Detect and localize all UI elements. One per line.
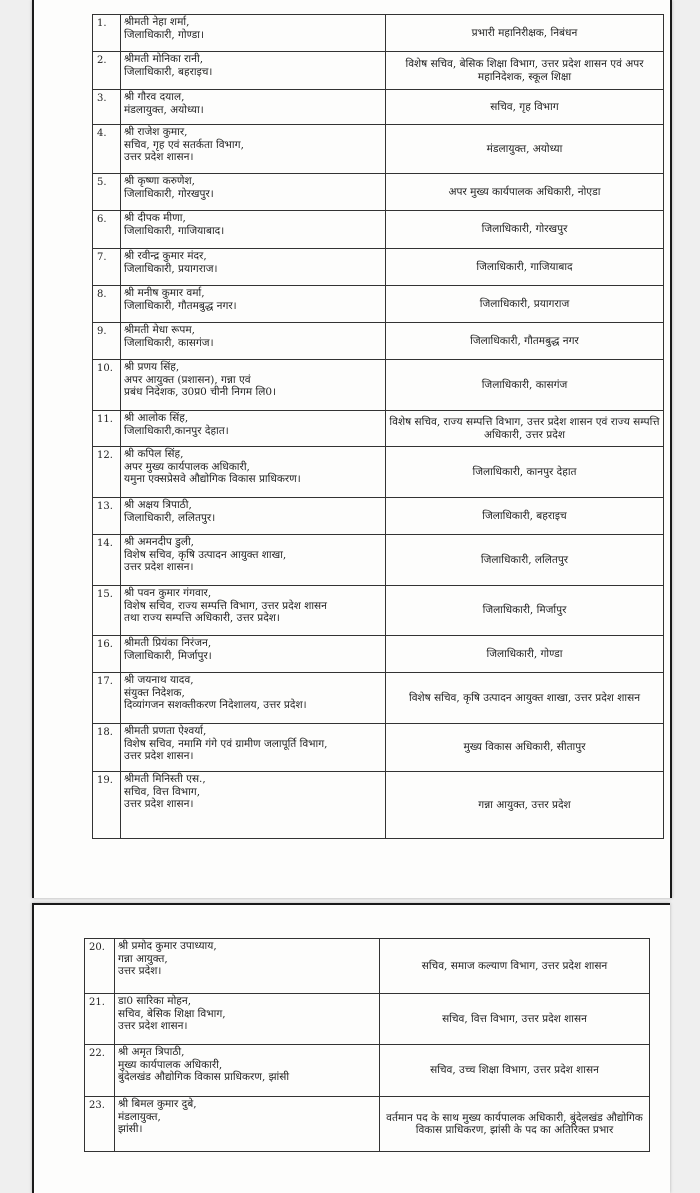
officer-line: श्री कपिल सिंह, [124,448,184,460]
serial-number: 23. [85,1097,115,1152]
table-row [93,249,664,286]
officer-name-and-current-post [121,52,386,90]
new-posting: जिलाधिकारी, बहराइच [386,498,664,535]
new-posting: विशेष सचिव, राज्य सम्पत्ति विभाग, उत्तर प्रदेश शासन एवं राज्य सम्पत्ति अधिकारी, उत्तर प्रदेश [386,411,664,447]
officer-line: संयुक्त निदेशक, [124,686,185,699]
transfer-table-body [93,15,664,839]
officer-line: झांसी। [118,1123,143,1135]
officer-name-and-current-post [121,411,386,447]
table-row [93,174,664,211]
officer-line: उत्तर प्रदेश शासन। [124,151,194,163]
officer-line: गन्ना आयुक्त, [118,952,168,965]
serial-number: 22. [85,1045,115,1097]
table-row [93,360,664,411]
new-posting: प्रभारी महानिरीक्षक, निबंधन [386,15,664,52]
document-page-1 [32,0,672,898]
officer-name-and-current-post [115,939,380,994]
new-posting: सचिव, समाज कल्याण विभाग, उत्तर प्रदेश शासन [380,939,650,994]
table-row [93,498,664,535]
new-posting: वर्तमान पद के साथ मुख्य कार्यपालक अधिकारी, बुंदेलखंड औद्योगिक विकास प्राधिकरण, झांसी के पद का अतिरिक्त प्रभार [380,1097,650,1152]
officer-name-and-current-post [121,211,386,249]
officer-line: श्री जयनाथ यादव, [124,674,194,686]
officer-name-and-current-post [121,724,386,772]
new-posting: मंडलायुक्त, अयोध्या [386,125,664,174]
new-posting: जिलाधिकारी, प्रयागराज [386,286,664,323]
new-posting: मुख्य विकास अधिकारी, सीतापुर [386,724,664,772]
officer-line: श्रीमती प्रणता ऐश्वर्या, [124,725,207,737]
officer-line: दिव्यांगजन सशक्तीकरण निदेशालय, उत्तर प्रदेश। [124,699,307,711]
officer-name-and-current-post [121,90,386,125]
officer-line: श्री कृष्णा करुणेश, [124,175,195,187]
serial-number: 11. [93,411,121,447]
officer-name-and-current-post [121,323,386,360]
officer-line: जिलाधिकारी,कानपुर देहात। [124,424,229,437]
transfer-table-page-1 [92,14,664,839]
serial-number: 6. [93,211,121,249]
officer-line: श्री राजेश कुमार, [124,126,188,138]
officer-line: मंडलायुक्त, अयोध्या। [124,103,204,116]
officer-line: बुंदेलखंड औद्योगिक विकास प्राधिकरण, झांसी [118,1071,290,1083]
officer-line: विशेष सचिव, नमामि गंगे एवं ग्रामीण जलापूर्ति विभाग, [124,737,328,750]
officer-line: श्रीमती मोनिका रानी, [124,53,204,65]
officer-name-and-current-post [121,249,386,286]
table-row [93,286,664,323]
table-row [93,447,664,498]
officer-name-and-current-post [121,125,386,174]
table-row [85,994,650,1045]
officer-line: श्री अमृत त्रिपाठी, [118,1046,185,1058]
officer-line: डा0 सारिका मोहन, [118,995,192,1007]
officer-line: श्री अमनदीप डुली, [124,536,195,548]
table-row [93,211,664,249]
serial-number: 2. [93,52,121,90]
new-posting: सचिव, वित्त विभाग, उत्तर प्रदेश शासन [380,994,650,1045]
new-posting: अपर मुख्य कार्यपालक अधिकारी, नोएडा [386,174,664,211]
officer-line: श्री बिमल कुमार दुबे, [118,1098,197,1110]
table-row [93,636,664,673]
new-posting: जिलाधिकारी, गोरखपुर [386,211,664,249]
officer-line: जिलाधिकारी, ललितपुर। [124,511,216,524]
table-row [93,15,664,52]
officer-line: यमुना एक्सप्रेसवे औद्योगिक विकास प्राधिकरण। [124,473,301,485]
officer-line: अपर आयुक्त (प्रशासन), गन्ना एवं [124,373,251,386]
serial-number: 15. [93,586,121,636]
table-row [93,323,664,360]
transfer-table-page-2 [84,938,650,1152]
officer-line: मुख्य कार्यपालक अधिकारी, [118,1058,223,1071]
officer-name-and-current-post [121,360,386,411]
officer-line: श्री आलोक सिंह, [124,412,189,424]
officer-line: सचिव, वित्त विभाग, [124,785,201,798]
officer-line: श्रीमती नेहा शर्मा, [124,16,190,28]
officer-name-and-current-post [115,994,380,1045]
officer-name-and-current-post [121,586,386,636]
new-posting: जिलाधिकारी, गोण्डा [386,636,664,673]
serial-number: 20. [85,939,115,994]
officer-line: श्रीमती प्रियंका निरंजन, [124,637,212,649]
serial-number: 17. [93,673,121,724]
officer-line: श्रीमती मिनिस्ती एस., [124,773,206,785]
table-row [93,411,664,447]
officer-line: मंडलायुक्त, [118,1110,161,1123]
serial-number: 7. [93,249,121,286]
officer-line: सचिव, बेसिक शिक्षा विभाग, [118,1007,226,1020]
officer-line: श्री मनीष कुमार वर्मा, [124,287,205,299]
officer-line: श्रीमती मेधा रूपम, [124,324,196,336]
serial-number: 8. [93,286,121,323]
officer-name-and-current-post [115,1097,380,1152]
new-posting: जिलाधिकारी, गौतमबुद्ध नगर [386,323,664,360]
new-posting: सचिव, गृह विभाग [386,90,664,125]
officer-line: श्री पवन कुमार गंगवार, [124,587,212,599]
table-row [93,90,664,125]
serial-number: 1. [93,15,121,52]
table-row [93,125,664,174]
officer-name-and-current-post [121,636,386,673]
transfer-table-body [85,939,650,1152]
serial-number: 10. [93,360,121,411]
officer-name-and-current-post [121,535,386,586]
officer-name-and-current-post [121,15,386,52]
serial-number: 12. [93,447,121,498]
officer-line: तथा राज्य सम्पत्ति अधिकारी, उत्तर प्रदेश। [124,612,280,624]
officer-line: श्री दीपक मीणा, [124,212,186,224]
new-posting: विशेष सचिव, बेसिक शिक्षा विभाग, उत्तर प्रदेश शासन एवं अपर महानिदेशक, स्कूल शिक्षा [386,52,664,90]
officer-line: श्री प्रमोद कुमार उपाध्याय, [118,940,217,952]
officer-line: जिलाधिकारी, बहराइच। [124,65,213,78]
officer-line: जिलाधिकारी, मिर्जापुर। [124,649,212,662]
serial-number: 21. [85,994,115,1045]
officer-line: उत्तर प्रदेश शासन। [124,798,194,810]
officer-line: जिलाधिकारी, गोरखपुर। [124,187,214,200]
table-row [85,939,650,994]
new-posting: गन्ना आयुक्त, उत्तर प्रदेश [386,772,664,839]
table-row [93,673,664,724]
table-row [93,586,664,636]
serial-number: 4. [93,125,121,174]
officer-line: विशेष सचिव, कृषि उत्पादन आयुक्त शाखा, [124,548,287,561]
serial-number: 5. [93,174,121,211]
serial-number: 19. [93,772,121,839]
new-posting: जिलाधिकारी, कासगंज [386,360,664,411]
new-posting: विशेष सचिव, कृषि उत्पादन आयुक्त शाखा, उत्तर प्रदेश शासन [386,673,664,724]
officer-line: जिलाधिकारी, प्रयागराज। [124,262,218,275]
serial-number: 13. [93,498,121,535]
new-posting: जिलाधिकारी, ललितपुर [386,535,664,586]
table-row [85,1045,650,1097]
officer-name-and-current-post [115,1045,380,1097]
officer-line: जिलाधिकारी, गौतमबुद्ध नगर। [124,299,237,312]
officer-line: श्री प्रणय सिंह, [124,361,180,373]
new-posting: जिलाधिकारी, कानपुर देहात [386,447,664,498]
officer-line: उत्तर प्रदेश शासन। [124,750,194,762]
officer-name-and-current-post [121,498,386,535]
officer-line: जिलाधिकारी, कासगंज। [124,336,214,349]
officer-name-and-current-post [121,174,386,211]
new-posting: जिलाधिकारी, मिर्जापुर [386,586,664,636]
officer-name-and-current-post [121,772,386,839]
officer-line: उत्तर प्रदेश। [118,965,162,977]
new-posting: जिलाधिकारी, गाजियाबाद [386,249,664,286]
officer-name-and-current-post [121,286,386,323]
serial-number: 3. [93,90,121,125]
officer-line: उत्तर प्रदेश शासन। [118,1020,188,1032]
officer-line: जिलाधिकारी, गोण्डा। [124,28,204,41]
serial-number: 16. [93,636,121,673]
table-row [93,535,664,586]
officer-line: उत्तर प्रदेश शासन। [124,561,194,573]
serial-number: 18. [93,724,121,772]
table-row [93,52,664,90]
officer-line: प्रबंध निदेशक, उ0प्र0 चीनी निगम लि0। [124,386,277,398]
officer-line: विशेष सचिव, राज्य सम्पत्ति विभाग, उत्तर प्रदेश शासन [124,599,327,612]
officer-name-and-current-post [121,673,386,724]
officer-line: सचिव, गृह एवं सतर्कता विभाग, [124,138,244,151]
officer-line: जिलाधिकारी, गाजियाबाद। [124,224,225,237]
new-posting: सचिव, उच्च शिक्षा विभाग, उत्तर प्रदेश शासन [380,1045,650,1097]
table-row [93,724,664,772]
table-row [85,1097,650,1152]
serial-number: 14. [93,535,121,586]
officer-line: श्री अक्षय त्रिपाठी, [124,499,192,511]
document-page-2 [32,903,670,1193]
officer-line: अपर मुख्य कार्यपालक अधिकारी, [124,460,250,473]
officer-line: श्री गौरव दयाल, [124,91,185,103]
serial-number: 9. [93,323,121,360]
officer-name-and-current-post [121,447,386,498]
officer-line: श्री रवीन्द्र कुमार मंदर, [124,250,207,262]
table-row [93,772,664,839]
